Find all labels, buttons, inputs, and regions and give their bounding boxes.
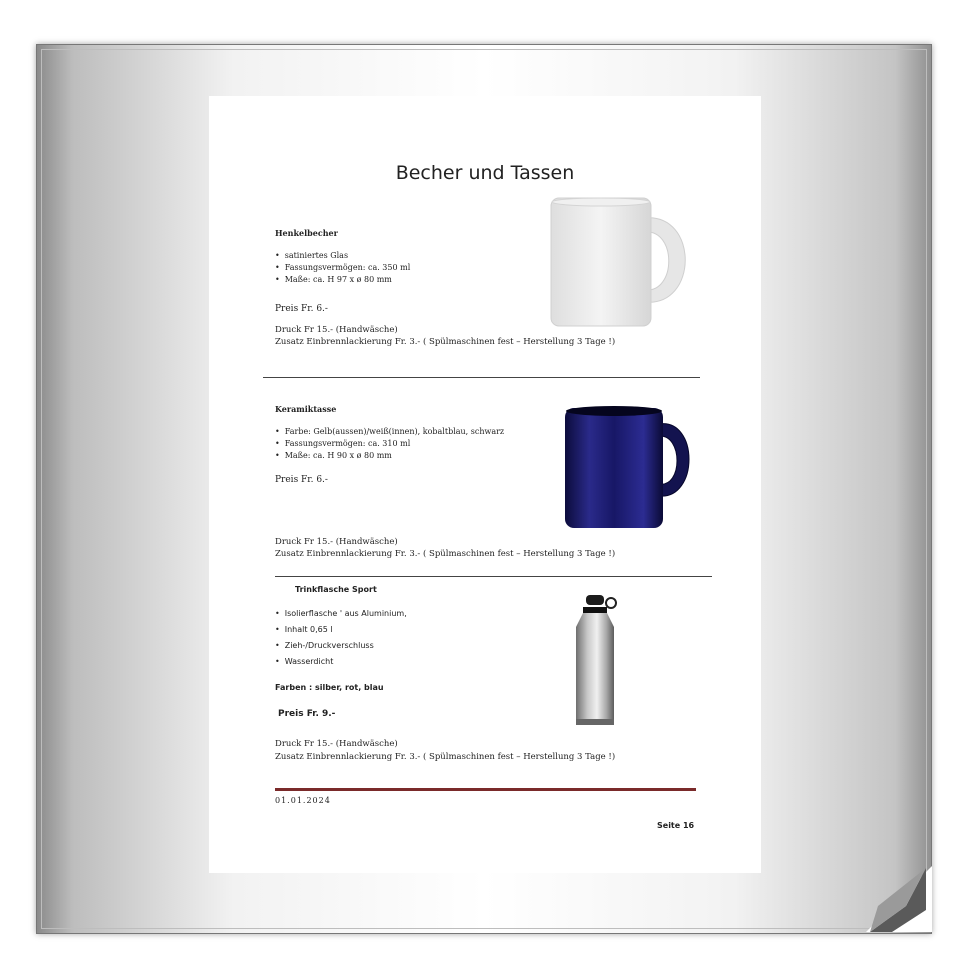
page-curl-icon xyxy=(866,866,932,932)
feature-item: • Farbe: Gelb(aussen)/weiß(innen), kobaltblau, schwarz xyxy=(275,426,504,438)
feature-item: • Wasserdicht xyxy=(275,654,407,670)
document-page xyxy=(209,96,761,873)
print-price: Druck Fr 15.- (Handwäsche) xyxy=(275,325,398,335)
product-colors: Farben : silber, rot, blau xyxy=(275,683,384,692)
section-divider xyxy=(263,377,700,378)
extra-price: Zusatz Einbrennlackierung Fr. 3.- ( Spülmaschinen fest – Herstellung 3 Tage !) xyxy=(275,752,616,762)
extra-price: Zusatz Einbrennlackierung Fr. 3.- ( Spülmaschinen fest – Herstellung 3 Tage !) xyxy=(275,337,616,347)
product-name: Henkelbecher xyxy=(275,228,338,238)
page-title: Becher und Tassen xyxy=(395,162,575,184)
feature-item: • satiniertes Glas xyxy=(275,250,410,262)
product-features xyxy=(275,606,407,670)
footer-rule xyxy=(275,788,696,791)
product-price: Preis Fr. 6.- xyxy=(275,304,328,314)
feature-item: • Isolierflasche ' aus Aluminium, xyxy=(275,606,407,622)
footer-date: 01.01.2024 xyxy=(275,796,331,805)
aluminium-sport-bottle-image xyxy=(574,593,618,727)
feature-item: • Maße: ca. H 97 x ø 80 mm xyxy=(275,274,410,286)
frosted-glass-mug-image xyxy=(549,196,695,330)
feature-item: • Maße: ca. H 90 x ø 80 mm xyxy=(275,450,504,462)
product-price: Preis Fr. 6.- xyxy=(275,475,328,485)
feature-item: • Fassungsvermögen: ca. 310 ml xyxy=(275,438,504,450)
feature-item: • Zieh-/Druckverschluss xyxy=(275,638,407,654)
print-price: Druck Fr 15.- (Handwäsche) xyxy=(275,537,398,547)
print-price: Druck Fr 15.- (Handwäsche) xyxy=(275,739,398,749)
product-name: Trinkflasche Sport xyxy=(295,585,377,594)
product-features xyxy=(275,250,410,286)
product-features xyxy=(275,426,504,462)
blue-ceramic-mug-image xyxy=(563,404,697,532)
extra-price: Zusatz Einbrennlackierung Fr. 3.- ( Spülmaschinen fest – Herstellung 3 Tage !) xyxy=(275,549,616,559)
product-price: Preis Fr. 9.- xyxy=(278,709,336,719)
footer-page-number: Seite 16 xyxy=(657,821,695,830)
feature-item: • Inhalt 0,65 l xyxy=(275,622,407,638)
feature-item: • Fassungsvermögen: ca. 350 ml xyxy=(275,262,410,274)
product-name: Keramiktasse xyxy=(275,404,337,414)
section-divider xyxy=(275,576,712,577)
